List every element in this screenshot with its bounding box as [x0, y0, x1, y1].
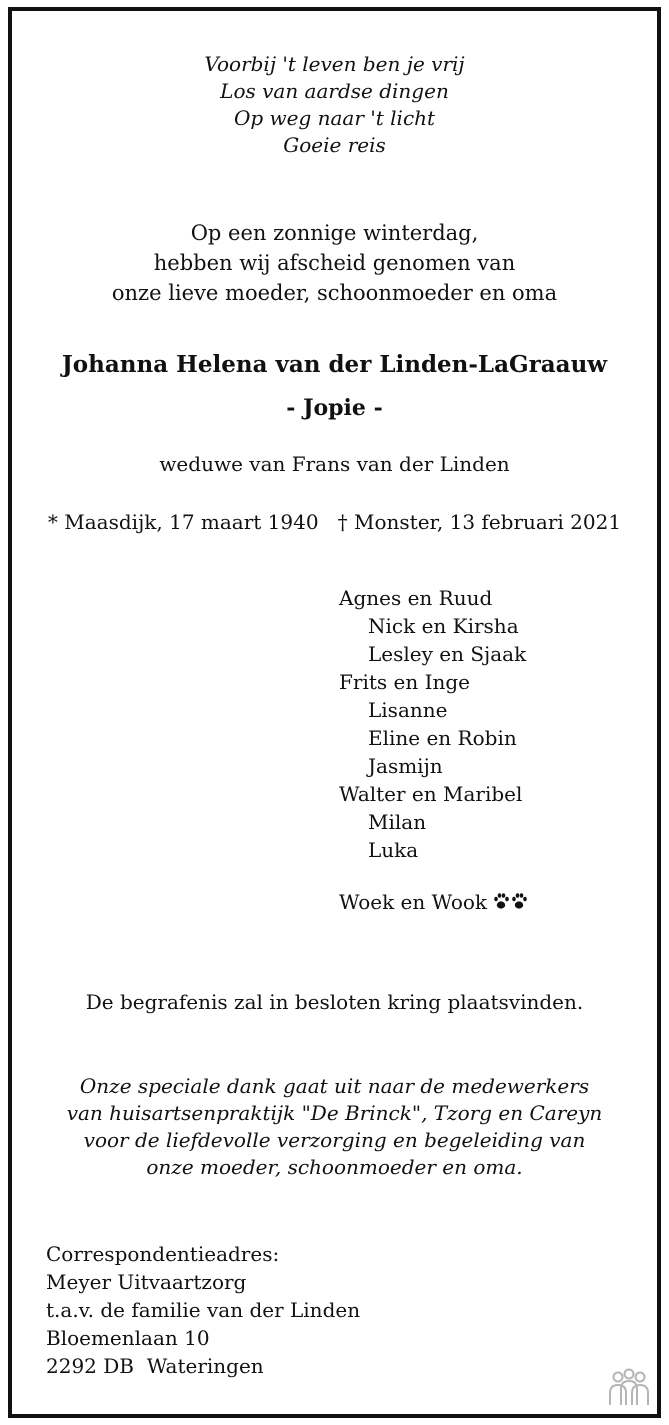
pets-names: Woek en Wook — [339, 890, 488, 914]
address-line: Meyer Uitvaartzorg — [46, 1270, 247, 1294]
family-member: Eline en Robin — [368, 726, 517, 750]
address-line: Correspondentieadres: — [46, 1242, 280, 1266]
poem-line: Los van aardse dingen — [220, 79, 449, 103]
family-list — [339, 584, 526, 864]
thanks-text — [0, 1073, 669, 1181]
paw-prints-icon — [493, 891, 529, 911]
funeral-notice: De begrafenis zal in besloten kring plaatsvinden. — [85, 990, 584, 1014]
family-logo-icon — [606, 1367, 652, 1409]
family-member: Jasmijn — [368, 754, 443, 778]
family-member: Luka — [368, 838, 419, 862]
thanks-line: voor de liefdevolle verzorging en begeleiding van — [83, 1128, 586, 1152]
intro-line: hebben wij afscheid genomen van — [153, 251, 516, 275]
pets-line — [339, 890, 529, 914]
poem-line: Op weg naar 't licht — [233, 106, 436, 130]
address-line: Bloemenlaan 10 — [46, 1326, 210, 1350]
family-member: Lisanne — [368, 698, 448, 722]
poem-line: Voorbij 't leven ben je vrij — [204, 52, 465, 76]
birth-date: * Maasdijk, 17 maart 1940 — [47, 510, 319, 534]
widow-of: weduwe van Frans van der Linden — [159, 452, 510, 476]
poem-line: Goeie reis — [283, 133, 386, 157]
intro-text — [0, 218, 669, 308]
correspondence-address — [46, 1240, 360, 1380]
death-date: † Monster, 13 februari 2021 — [337, 510, 622, 534]
family-member: Milan — [368, 810, 427, 834]
deceased-nickname: - Jopie - — [286, 395, 383, 421]
deceased-name: Johanna Helena van der Linden-LaGraauw — [61, 351, 608, 378]
thanks-line: Onze speciale dank gaat uit naar de medewerkers — [79, 1074, 590, 1098]
poem — [0, 51, 669, 159]
intro-line: onze lieve moeder, schoonmoeder en oma — [111, 281, 558, 305]
family-member: Nick en Kirsha — [368, 614, 519, 638]
intro-line: Op een zonnige winterdag, — [190, 221, 479, 245]
family-member: Lesley en Sjaak — [368, 642, 527, 666]
address-line: 2292 DB Wateringen — [46, 1354, 264, 1378]
thanks-line: onze moeder, schoonmoeder en oma. — [146, 1155, 523, 1179]
thanks-line: van huisartsenpraktijk "De Brinck", Tzorg en Careyn — [66, 1101, 603, 1125]
address-line: t.a.v. de familie van der Linden — [46, 1298, 361, 1322]
family-member: Agnes en Ruud — [339, 586, 493, 610]
family-member: Walter en Maribel — [339, 782, 523, 806]
family-member: Frits en Inge — [339, 670, 470, 694]
life-dates — [0, 510, 669, 534]
